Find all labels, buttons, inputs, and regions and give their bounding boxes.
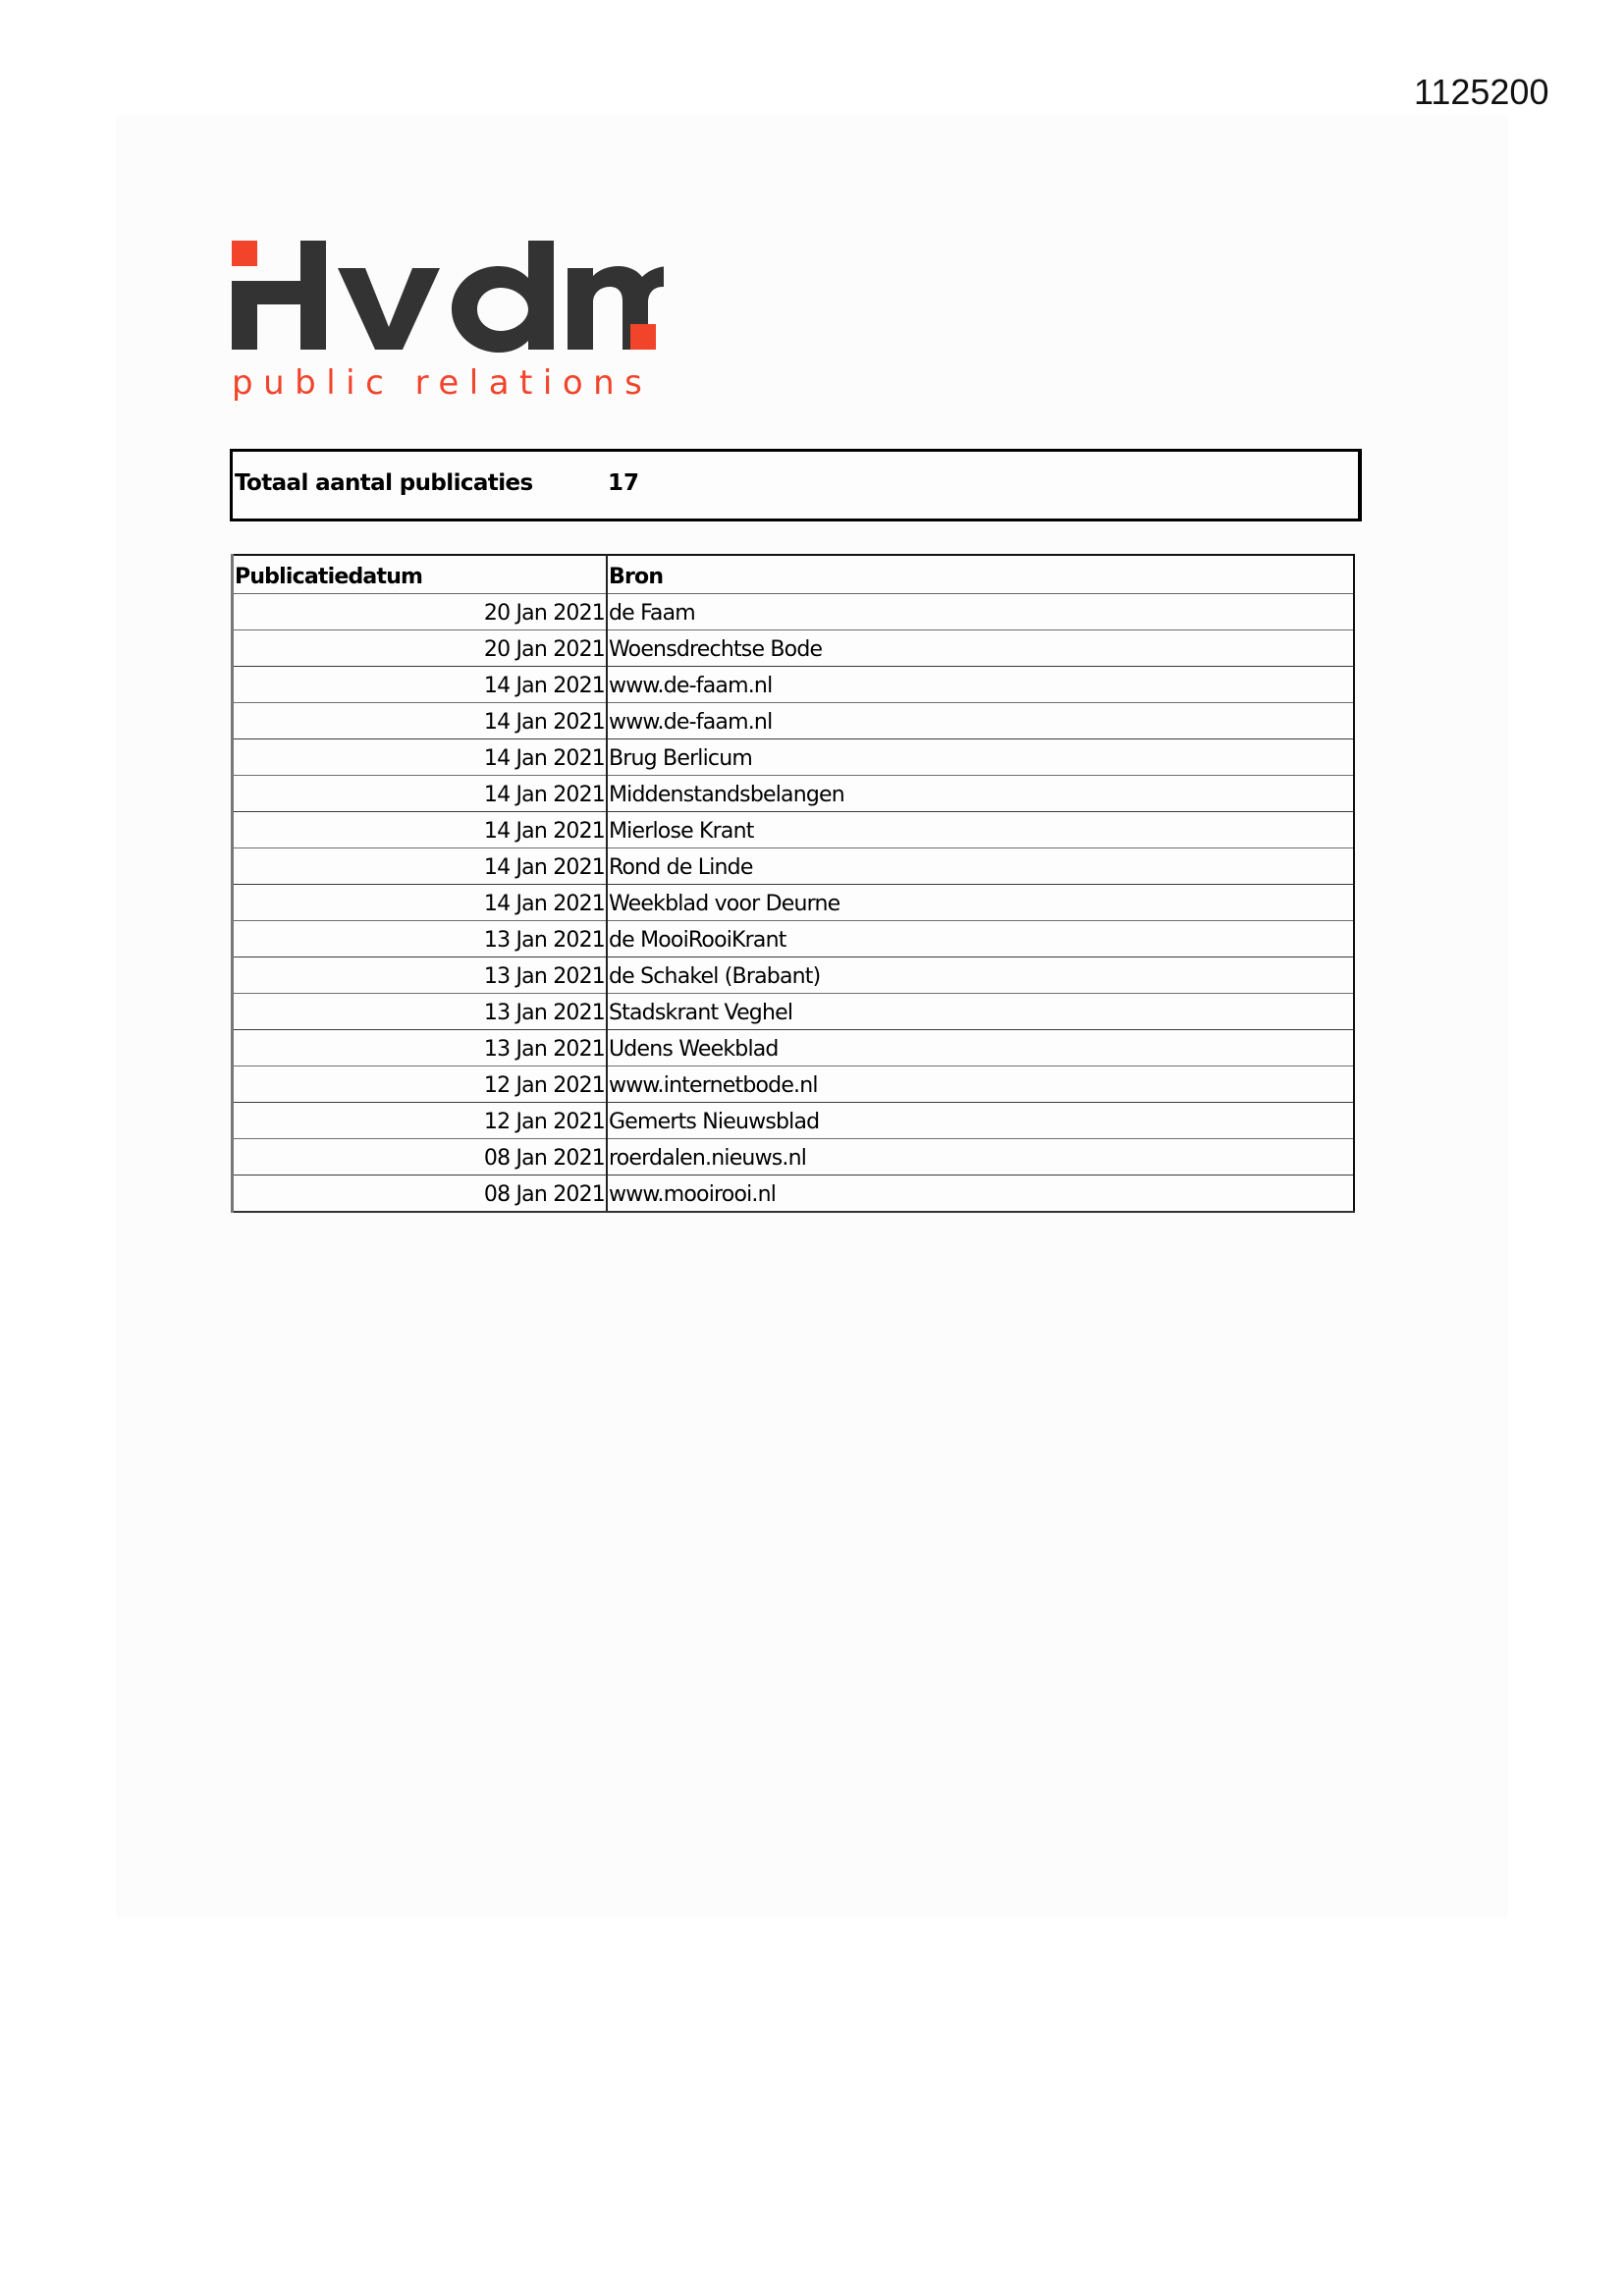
publication-source: de Schakel (Brabant) (607, 957, 1354, 994)
publication-date: 14 Jan 2021 (233, 667, 608, 703)
publications-table (231, 554, 1355, 1213)
publication-source: Stadskrant Veghel (607, 994, 1354, 1030)
publication-date: 12 Jan 2021 (233, 1103, 608, 1139)
publication-date: 13 Jan 2021 (233, 1030, 608, 1066)
publication-source: Woensdrechtse Bode (607, 630, 1354, 667)
table-row (233, 1175, 1355, 1213)
publication-source: Brug Berlicum (607, 739, 1354, 776)
table-row (233, 885, 1355, 921)
publication-source: Middenstandsbelangen (607, 776, 1354, 812)
table-row (233, 594, 1355, 630)
column-header-date: Publicatiedatum (233, 555, 608, 594)
table-row (233, 921, 1355, 957)
summary-box (230, 449, 1362, 521)
publication-date: 08 Jan 2021 (233, 1139, 608, 1175)
table-row (233, 776, 1355, 812)
publication-source: www.internetbode.nl (607, 1066, 1354, 1103)
publication-date: 14 Jan 2021 (233, 776, 608, 812)
table-row (233, 1103, 1355, 1139)
table-row (233, 1139, 1355, 1175)
publication-source: Weekblad voor Deurne (607, 885, 1354, 921)
column-header-source: Bron (607, 555, 1354, 594)
publication-date: 14 Jan 2021 (233, 885, 608, 921)
table-row (233, 739, 1355, 776)
total-publications-label: Totaal aantal publicaties (235, 470, 533, 496)
publication-date: 12 Jan 2021 (233, 1066, 608, 1103)
publication-source: Mierlose Krant (607, 812, 1354, 848)
publication-date: 13 Jan 2021 (233, 994, 608, 1030)
publication-date: 13 Jan 2021 (233, 957, 608, 994)
publication-date: 13 Jan 2021 (233, 921, 608, 957)
table-row (233, 812, 1355, 848)
publication-date: 08 Jan 2021 (233, 1175, 608, 1213)
table-row (233, 848, 1355, 885)
publication-date: 14 Jan 2021 (233, 739, 608, 776)
publication-source: roerdalen.nieuws.nl (607, 1139, 1354, 1175)
publication-date: 14 Jan 2021 (233, 703, 608, 739)
publication-source: de Faam (607, 594, 1354, 630)
publication-date: 14 Jan 2021 (233, 848, 608, 885)
publication-source: Udens Weekblad (607, 1030, 1354, 1066)
table-row (233, 630, 1355, 667)
logo-tagline: public relations (232, 363, 653, 403)
total-publications-value: 17 (608, 470, 640, 496)
document-id-number: 1125200 (1414, 72, 1549, 112)
publication-date: 20 Jan 2021 (233, 630, 608, 667)
table-row (233, 957, 1355, 994)
publication-date: 20 Jan 2021 (233, 594, 608, 630)
hvdm-logo (232, 241, 664, 412)
publication-source: www.de-faam.nl (607, 703, 1354, 739)
table-row (233, 1066, 1355, 1103)
hvdm-logo-mark-icon (232, 241, 664, 354)
table-row (233, 994, 1355, 1030)
publication-source: de MooiRooiKrant (607, 921, 1354, 957)
table-row (233, 703, 1355, 739)
publication-source: www.de-faam.nl (607, 667, 1354, 703)
table-row (233, 667, 1355, 703)
publication-date: 14 Jan 2021 (233, 812, 608, 848)
publication-source: Rond de Linde (607, 848, 1354, 885)
publication-source: Gemerts Nieuwsblad (607, 1103, 1354, 1139)
publication-source: www.mooirooi.nl (607, 1175, 1354, 1213)
table-header-row (233, 555, 1355, 594)
table-row (233, 1030, 1355, 1066)
